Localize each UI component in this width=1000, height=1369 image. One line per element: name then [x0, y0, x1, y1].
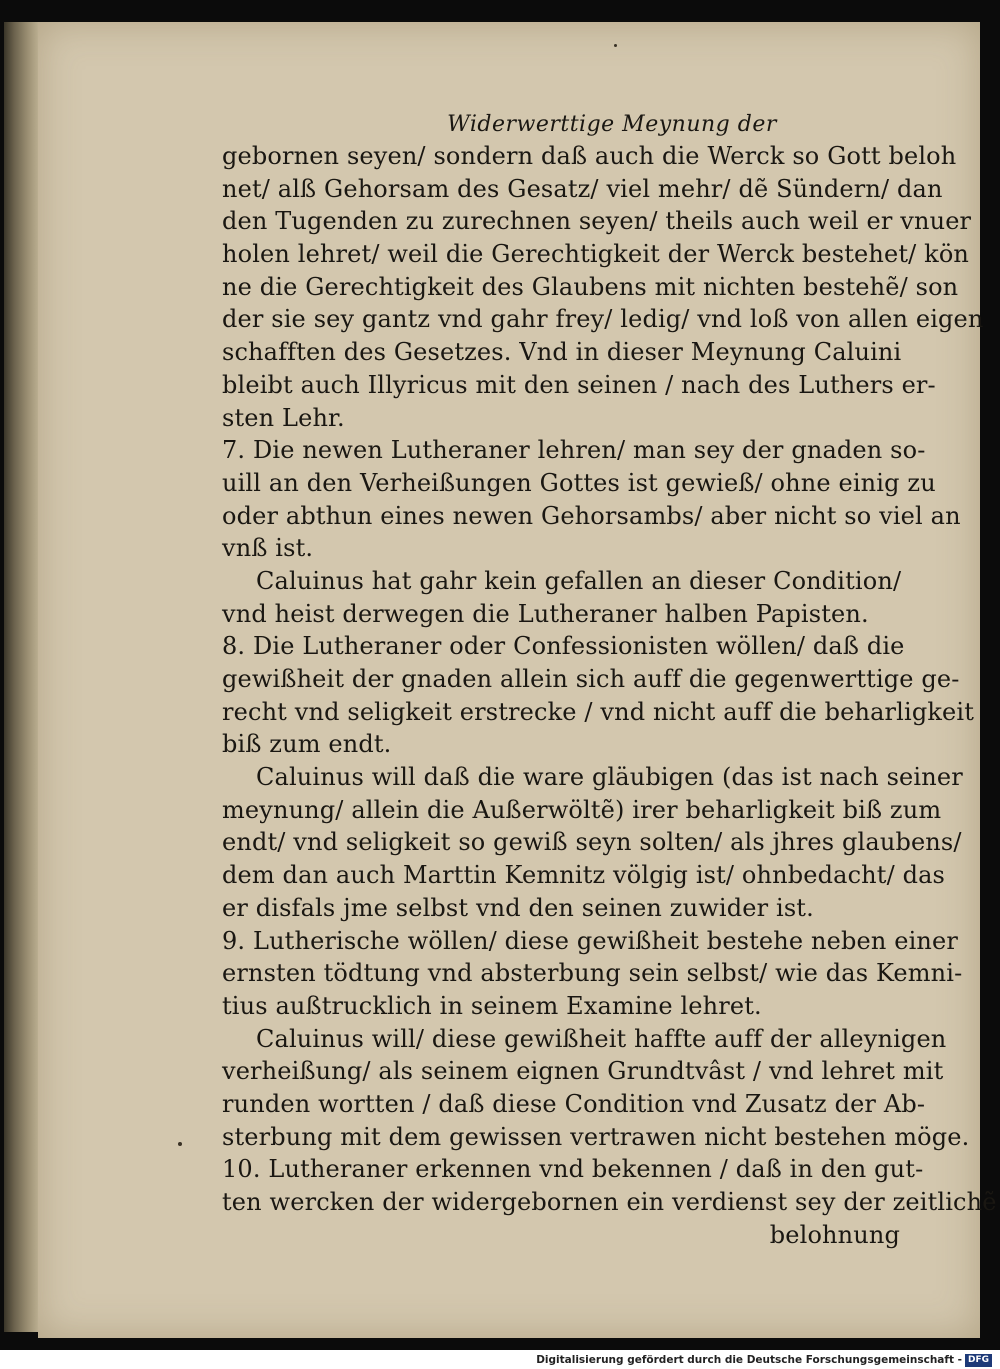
footer-credit: [536, 1352, 992, 1368]
text-line: 8. Die Lutheraner oder Confessionisten wöllen/ daß die: [222, 632, 905, 661]
text-line: runden wortten / daß diese Condition vnd Zusatz der Ab-: [222, 1089, 926, 1118]
text-line: der sie sey gantz vnd gahr frey/ ledig/ vnd loß von allen eigen: [222, 305, 984, 334]
text-line: vnd heist derwegen die Lutheraner halben Papisten.: [222, 599, 869, 628]
text-line: biß zum endt.: [222, 730, 392, 759]
running-head: Widerwerttige Meynung der: [447, 112, 777, 137]
text-line: uill an den Verheißungen Gottes ist gewieß/ ohne einig zu: [222, 468, 936, 497]
text-line: net/ alß Gehorsam des Gesatz/ viel mehr/ dẽ Sündern/ dan: [222, 174, 943, 203]
text-line: vnß ist.: [222, 534, 314, 563]
text-line: dem dan auch Marttin Kemnitz völgig ist/ ohnbedacht/ das: [222, 861, 946, 890]
text-line: den Tugenden zu zurechnen seyen/ theils auch weil er vnuer: [222, 207, 972, 236]
text-line: 7. Die newen Lutheraner lehren/ man sey der gnaden so-: [222, 436, 926, 465]
text-line: Caluinus hat gahr kein gefallen an dieser Condition/: [256, 566, 902, 595]
text-line: schafften des Gesetzes. Vnd in dieser Meynung Caluini: [222, 338, 902, 367]
paper-speck: [178, 1142, 182, 1146]
text-line: bleibt auch Illyricus mit den seinen / nach des Luthers er-: [222, 370, 936, 399]
text-line: 10. Lutheraner erkennen vnd bekennen / daß in den gut-: [222, 1155, 924, 1184]
text-line: gebornen seyen/ sondern daß auch die Werck so Gott beloh: [222, 142, 957, 170]
page-text-block: [222, 110, 997, 1251]
text-line: 9. Lutherische wöllen/ diese gewißheit bestehe neben einer: [222, 926, 959, 955]
text-line: ernsten tödtung vnd absterbung sein selbst/ wie das Kemni-: [222, 959, 963, 988]
text-line: tius außtrucklich in seinem Examine lehret.: [222, 991, 762, 1020]
catchword: belohnung: [769, 1220, 900, 1249]
text-line: sten Lehr.: [222, 403, 345, 432]
text-line: recht vnd seligkeit erstrecke / vnd nicht auff die beharligkeit: [222, 697, 975, 726]
text-line: meynung/ allein die Außerwöltẽ) irer beharligkeit biß zum: [222, 795, 942, 824]
text-line: verheißung/ als seinem eignen Grundtvâst / vnd lehret mit: [222, 1057, 944, 1086]
text-line: er disfals jme selbst vnd den seinen zuwider ist.: [222, 893, 814, 922]
text-line: Caluinus will/ diese gewißheit haffte auff der alleynigen: [256, 1024, 947, 1053]
text-line: ne die Gerechtigkeit des Glaubens mit nichten bestehẽ/ son: [222, 272, 959, 301]
book-page: [38, 22, 997, 1338]
dfg-logo: DFG: [965, 1354, 992, 1367]
text-line: sterbung mit dem gewissen vertrawen nicht bestehen möge.: [222, 1122, 970, 1151]
text-line: Caluinus will daß die ware gläubigen (das ist nach seiner: [256, 763, 963, 792]
text-line: gewißheit der gnaden allein sich auff die gegenwerttige ge-: [222, 665, 960, 693]
footer-text: Digitalisierung gefördert durch die Deutsche Forschungsgemeinschaft -: [536, 1354, 962, 1366]
text-line: oder abthun eines newen Gehorsambs/ aber nicht so viel an: [222, 501, 961, 530]
text-line: ten wercken der widergebornen ein verdienst sey der zeitlichẽ: [222, 1188, 997, 1216]
paper-speck: [614, 44, 617, 47]
book-spine-edge: [4, 22, 38, 1332]
text-line: endt/ vnd seligkeit so gewiß seyn solten/ als jhres glaubens/: [222, 828, 962, 857]
text-line: holen lehret/ weil die Gerechtigkeit der Werck bestehet/ kön: [222, 240, 970, 269]
